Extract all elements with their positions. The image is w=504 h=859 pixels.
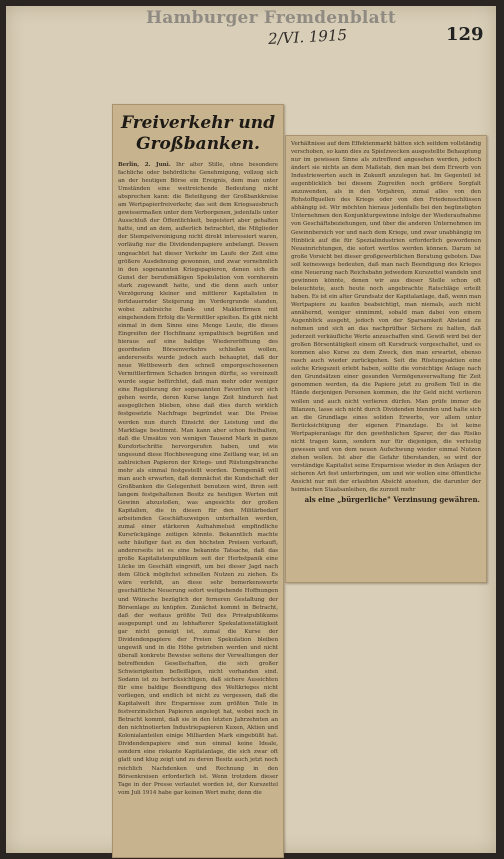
article-tail-text: und wir wollen eine öffentliche Ansicht nur mit der erlaubten Absicht ansehen, die darunter der heimischen Staatsanleihen, die zurzeit mehr [291, 470, 481, 494]
article-closing-emphasis: als eine „bürgerliche" Verzinsung gewähren. [304, 495, 480, 505]
page-header [6, 6, 496, 66]
article-headline: Freiverkehr und Großbanken. [120, 113, 276, 154]
clipping-column-right [285, 135, 487, 583]
article-text-left: Ihr alter Stille, ohne besondere fachliche oder behördliche Genehmigung, vollzog sich an der heutigen Börse ein Ereignis, dem man unter Umständen eine weitreichende Bedeutung nicht absprechen kann: die Beteiligung der Großbankkreise am Wertpapierfreiverkehr, das seit dem Kriegsausbruch gewissermaßen unter dem Verborgenen, jedenfalls unter Ausschluß der Öffentlichkeit, begeistert aber gehalten hatte, und an dem, außerlich betrachtet, die Mitglieder der Stempelvereinigung nicht direkt interessiert waren, vorläufig nur die Dividendenpapiere anbelangt. Dessen ungeachtet hat dieser Verkehr im Laufe der Zeit eine größere Ausdehnung gewonnen, und zwar vornehmlich in den sogenannten Kriegspapieren, denen sich die Gunst der berufsmäßigen Spekulation von vornherein stark zugewandt hatte, und die denn auch unter Verzögerung kleiner und mittlerer Kapitalisten in fortdauernder Steigerung im Vordergrunde standen, wobei zahlreiche Bank- und Maklerfirmen mit eingehendem Erfolg die Vermittler spielten. Es gibt nicht einmal in dem Sinne eine Menge Leute, die dieses Eingreifen der Hochfinanz sympathisch begrüßen und hieraus auf eine baldige Wiedereröffnung des geordneten Börsenverkehrs schließen wollen, andererseits wurde jedoch auch behauptet, daß der neue Wettbewerb den schnell emporgeschossenen Vermittlerfirmen Schaden bringen dürfte, so vereinzelt wurde sogar befürchtet, daß man mehr oder weniger eine Regulierung der sogenannten Favoriten vor sich gehen werde, deren Kurse lange Zeit hindurch fast ausgeglichen blieben, ohne daß dies durch wirklich festgesetzte Nachfrage begründet war. Die Preise werden nun durch Einsicht der Leistung und die Marktlage bestimmt. Man kann aber schon festhalten, daß die Umsätze von wenigen Tausend Mark in ganze Kursfortschritte hervorgerufen haben, und wie ungesund diese Hochbewegung eine Zeitlang war, ist an zahlreichen Papieren der Kriegs- und Rüstungsbranche mehr als einmal festgestellt worden. Demgemäß will man auch erwarten, daß demnächst die Kundschaft der Großbanken die Gelegenheit benutzen wird, ihren seit langem festgehaltenen Besitz zu heutigen Werten mit Gewinn abzustoßen, was angesichts der großen Kapitalien, die in diesen für den Militärbedarf arbeitenden Geschäftszweigen unterhalten werden, zumal einer stärkeren Aufnahmelust empfindliche Kursrückgänge zeitigen könnte. Bekanntlich machte sehr häufiger fast zu den höchsten Preisen verkauft, andererseits ist es eine bekannte Tatsache, daß das große Kapitalistenpublikum seit der Herbstpanik eine Lücke im Geschäft eingreift, um bei dieser Jagd nach dem Glück möglichst schnellen Nutzen zu ziehen. Es wäre verfehlt, an diese sehr bemerkenswerte geschäftliche Neuerung sofort weitgehende Hoffnungen und Wünsche bezüglich der ferneren Gestaltung der Börsenlage zu knüpfen. Zunächst kommt in Betracht, daß der weitaus größte Teil des Privatpublikums ausgepumpt und zu lebhafterer Spekulationstätigkeit gar nicht geneigt ist, zumal die Kurse der Dividendenpapiere der Freien Spekulation bleiben ungewiß und in die Höhe getrieben werden und nicht überall konkrete Beweise seitens der Verwaltungen der betreffenden Gesellschaften, die sich großer Schwierigkeiten befleißigen, nicht vorhanden sind. Sodann ist zu berücksichtigen, daß sichere Aussichten für eine baldige Beendigung des Weltkrieges nicht vorliegen, und endlich ist nicht zu vergessen, daß die Kapitalwelt ihre Ersparnisse zum größten Teile in festverzinslichen Papieren angelegt hat, wobei noch in Betracht kommt, daß sie in den letzten Jahrzehnten an den nichtnotierten Industriepapieren Kuxen, Aktien und Kolonialanteilen einige Milliarden Mark eingebüßt hat. Dividendenpapiere sind nun einmal keine Ideale, sondern eine riskante Kapitalanlage, die sich zwar oft glatt und klug zeigt und zu deren Besitz auch jetzt noch reichlich Nachdenken und Rechnung in den Börsenkreisen erforderlich ist. Wenn trotzdem dieser Tage in der Presse verlautet worden ist, der Kurszettel vom Juli 1914 habe gar keinen Wert mehr, denn die [118, 162, 278, 796]
scrapbook-page [6, 6, 496, 853]
page-number: 129 [446, 24, 484, 45]
article-dateline: Berlin, 2. Juni. [118, 162, 171, 168]
article-body-right [291, 140, 481, 494]
article-body-left [118, 161, 278, 797]
handwritten-date: 2/VI. 1915 [267, 25, 348, 49]
article-text-right: Verhältnisse auf dem Effektenmarkt hätten sich seitdem vollständig verschoben, so kann dies zu Spielzwecken ausgestellte Behauptung nur im gewissen Sinne als zutreffend angesehen werden, jedoch ändert sie nichts an dem Maßstab, den man bei dem Erwerb von Industriewerten auch in Zukunft anzulegen hat. Im Gegenteil ist augenblicklich bei diesem Zugreifen noch größere Sorgfalt anzuwenden, als in den Vorjahren, zumal alles von den Rohstoffquellen des Kriegs oder von den Friedensschlüssen abhängig ist. Wir möchten hieraus jedenfalls bei den begünstigten Unternehmen den Konjunkturgewinne infolge der Wiederaufnahme von Geschäftsbeziehungen, und über die anderen Unternehmen im Gewinnbereich vor und nach dem Kriege, und zwar unabhängig im Hinblick auf die für Spezialindustrien erforderlich gewordenen Neueinrichtungen, die sofort wertlos werden können. Darum ist große Vorsicht bei dieser großgewerblichen Beratung geboten. Das soll keineswegs bedeuten, daß man nach Beendigung des Krieges eine Neuerung nach Reichsbahn jedwedem Kurszettel wandeln und gewinnen könnte, denen wir aus dieser Stelle schon oft beleuchtete, auch heute noch angebrachte Ratschläge erteilt haben. Es ist ein alter Grundsatz der Kapitalanlage, daß, wenn man Wertpapiere zu kaufen beabsichtigt, man niemals, auch nicht annähernd, weniger einnimmt, sobald man dabei von einem Augenblick ausgeht, jedoch von der Sparsamkeit Abstand zu nehmen und sich an das nachprüfbar Sichere zu halten, daß jederzeit verkäufliche Werte anzuschaffen sind. Gewiß wird bei der großen Börsentätigkeit einem oft Kursdruck vorgeschaltet, und es kommen also Kurse zu dem Zweck, den man erwartet, ebenso rasch auch wieder zurückgehen. Seit die Rüstungsaktien eine solche Kriegszeit erlebt haben, sollte die vorsichtige Anlage nach den Grundsätzen einer gesunden Vermögensverwaltung für Zeit genommen werden, da die Papiere jetzt zu großem Teil in die Hände derjenigen Personen kommen, die ihr Geld nicht verlieren wollen und auch nicht verlieren dürfen. Man prüfe immer die Bilanzen, lasse sich nicht durch Dividenden blenden und halte sich an die Grundlage eines soliden Erwerbs, vor allem unter Berücksichtigung der eigenen Finanzlage. Es ist keine Wertpapieranlage für den gewöhnlichen Sparer, der das Risiko nicht tragen kann, sondern nur für diejenigen, die verlustig gewesen und von dem neuen Aufschwung wieder einmal Nutzen ziehen wollen. Ist aber die Gefahr überstanden, so wird der verständige Kapitalist seine Ersparnisse wieder in den Anlagen der sicheren Art fest unterbringen, um [291, 141, 481, 477]
article-closing-line [292, 495, 480, 504]
newspaper-name: Hamburger Fremdenblatt [146, 8, 396, 28]
clipping-column-left [112, 104, 284, 858]
